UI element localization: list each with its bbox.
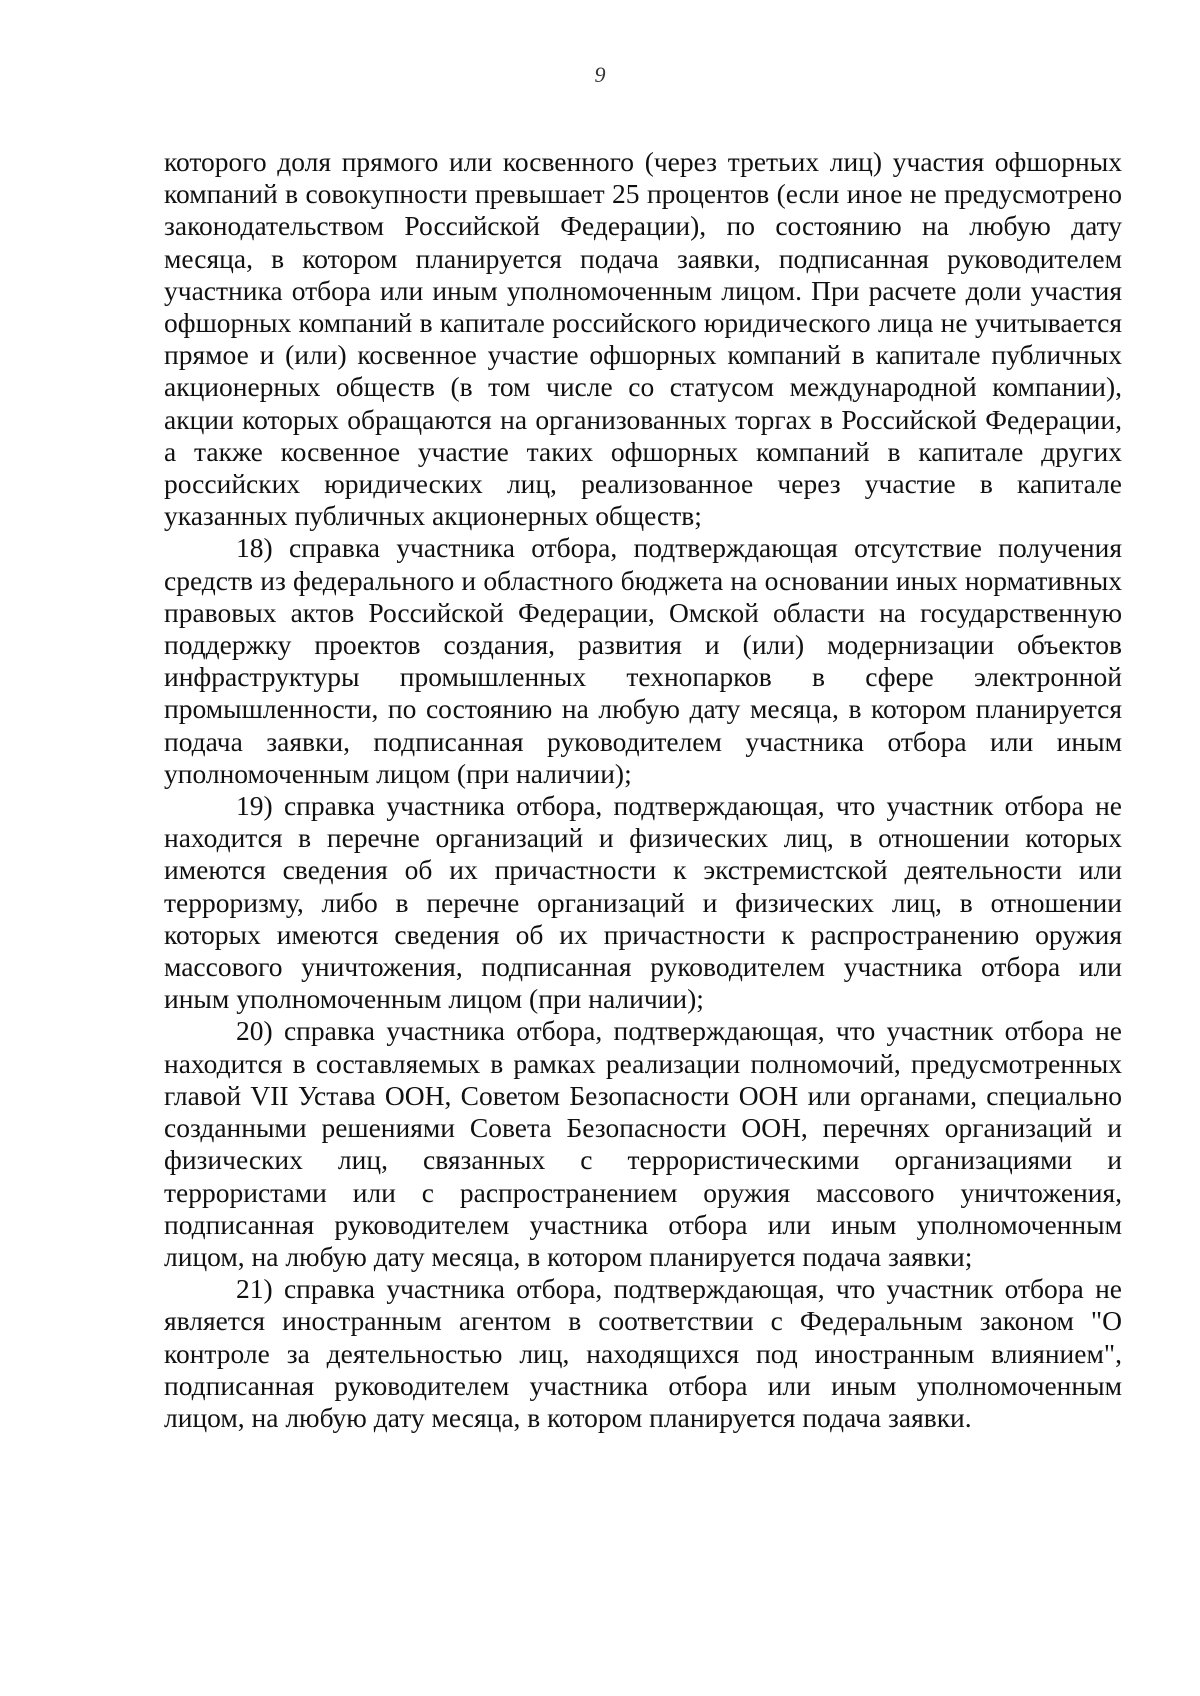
- page-number: 9: [594, 62, 606, 87]
- paragraph-item-21: 21) справка участника отбора, подтверждающая, что участник отбора не является иностранным агентом в соответствии с Федеральным законом "О контроле за деятельностью лиц, находящихся под иностранным влиянием", подписанная руководителем участника отбора или иным уполномоченным лицом, на любую дату месяца, в котором планируется подача заявки.: [164, 1273, 1122, 1433]
- paragraph-item-18: 18) справка участника отбора, подтверждающая отсутствие получения средств из федерального и областного бюджета на основании иных нормативных правовых актов Российской Федерации, Омской области на государственную поддержку проектов создания, развития и (или) модернизации объектов инфраструктуры промышленных технопарков в сфере электронной промышленности, по состоянию на любую дату месяца, в котором планируется подача заявки, подписанная руководителем участника отбора или иным уполномоченным лицом (при наличии);: [164, 532, 1122, 789]
- paragraph-item-19: 19) справка участника отбора, подтверждающая, что участник отбора не находится в перечне организаций и физических лиц, в отношении которых имеются сведения об их причастности к экстремистской деятельности или терроризму, либо в перечне организаций и физических лиц, в отношении которых имеются сведения об их причастности к распространению оружия массового уничтожения, подписанная руководителем участника отбора или иным уполномоченным лицом (при наличии);: [164, 790, 1122, 1015]
- paragraph-item-20: 20) справка участника отбора, подтверждающая, что участник отбора не находится в составляемых в рамках реализации полномочий, предусмотренных главой VII Устава ООН, Советом Безопасности ООН или органами, специально созданными решениями Совета Безопасности ООН, перечнях организаций и физических лиц, связанных с террористическими организациями и террористами или с распространением оружия массового уничтожения, подписанная руководителем участника отбора или иным уполномоченным лицом, на любую дату месяца, в котором планируется подача заявки;: [164, 1015, 1122, 1272]
- paragraph-17-continuation: которого доля прямого или косвенного (через третьих лиц) участия офшорных компаний в совокупности превышает 25 процентов (если иное не предусмотрено законодательством Российской Федерации), по состоянию на любую дату месяца, в котором планируется подача заявки, подписанная руководителем участника отбора или иным уполномоченным лицом. При расчете доли участия офшорных компаний в капитале российского юридического лица не учитывается прямое и (или) косвенное участие офшорных компаний в капитале публичных акционерных обществ (в том числе со статусом международной компании), акции которых обращаются на организованных торгах в Российской Федерации, а также косвенное участие таких офшорных компаний в капитале других российских юридических лиц, реализованное через участие в капитале указанных публичных акционерных обществ;: [164, 146, 1122, 532]
- document-body: [164, 146, 1122, 1434]
